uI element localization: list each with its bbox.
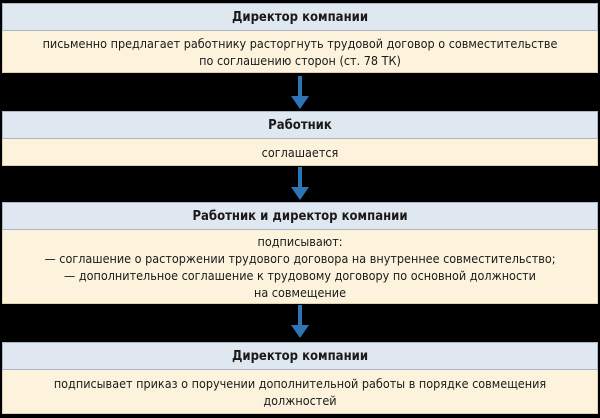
step-4-line-2: должностей — [263, 392, 337, 408]
step-4 — [2, 342, 598, 414]
step-3-title: Работник и директор компании — [2, 202, 598, 230]
step-3 — [2, 202, 598, 304]
arrow-down-icon — [288, 76, 312, 110]
step-4-title: Директор компании — [2, 342, 598, 370]
step-1-line-1: письменно предлагает работнику расторгнуть трудовой договор о совместительстве — [42, 35, 558, 51]
step-3-line-2: — соглашение о расторжении трудового договора на внутреннее совместительство; — [44, 250, 556, 266]
arrow-down-icon — [288, 167, 312, 201]
step-1 — [2, 3, 598, 73]
step-3-line-4: на совмещение — [253, 284, 346, 300]
step-2-line-1: соглашается — [261, 144, 339, 160]
step-3-description — [2, 230, 598, 304]
step-2-description — [2, 139, 598, 166]
step-3-line-1: подписывают: — [257, 233, 343, 249]
step-4-line-1: подписывает приказ о поручении дополнительной работы в порядке совмещения — [53, 375, 547, 391]
step-2-title: Работник — [2, 111, 598, 139]
step-1-line-2: по соглашению сторон (ст. 78 ТК) — [199, 52, 401, 68]
step-4-description — [2, 370, 598, 414]
step-1-description — [2, 31, 598, 73]
step-1-title: Директор компании — [2, 3, 598, 31]
step-2 — [2, 111, 598, 166]
step-3-line-3: — дополнительное соглашение к трудовому договору по основной должности — [64, 267, 536, 283]
arrow-down-icon — [288, 305, 312, 339]
